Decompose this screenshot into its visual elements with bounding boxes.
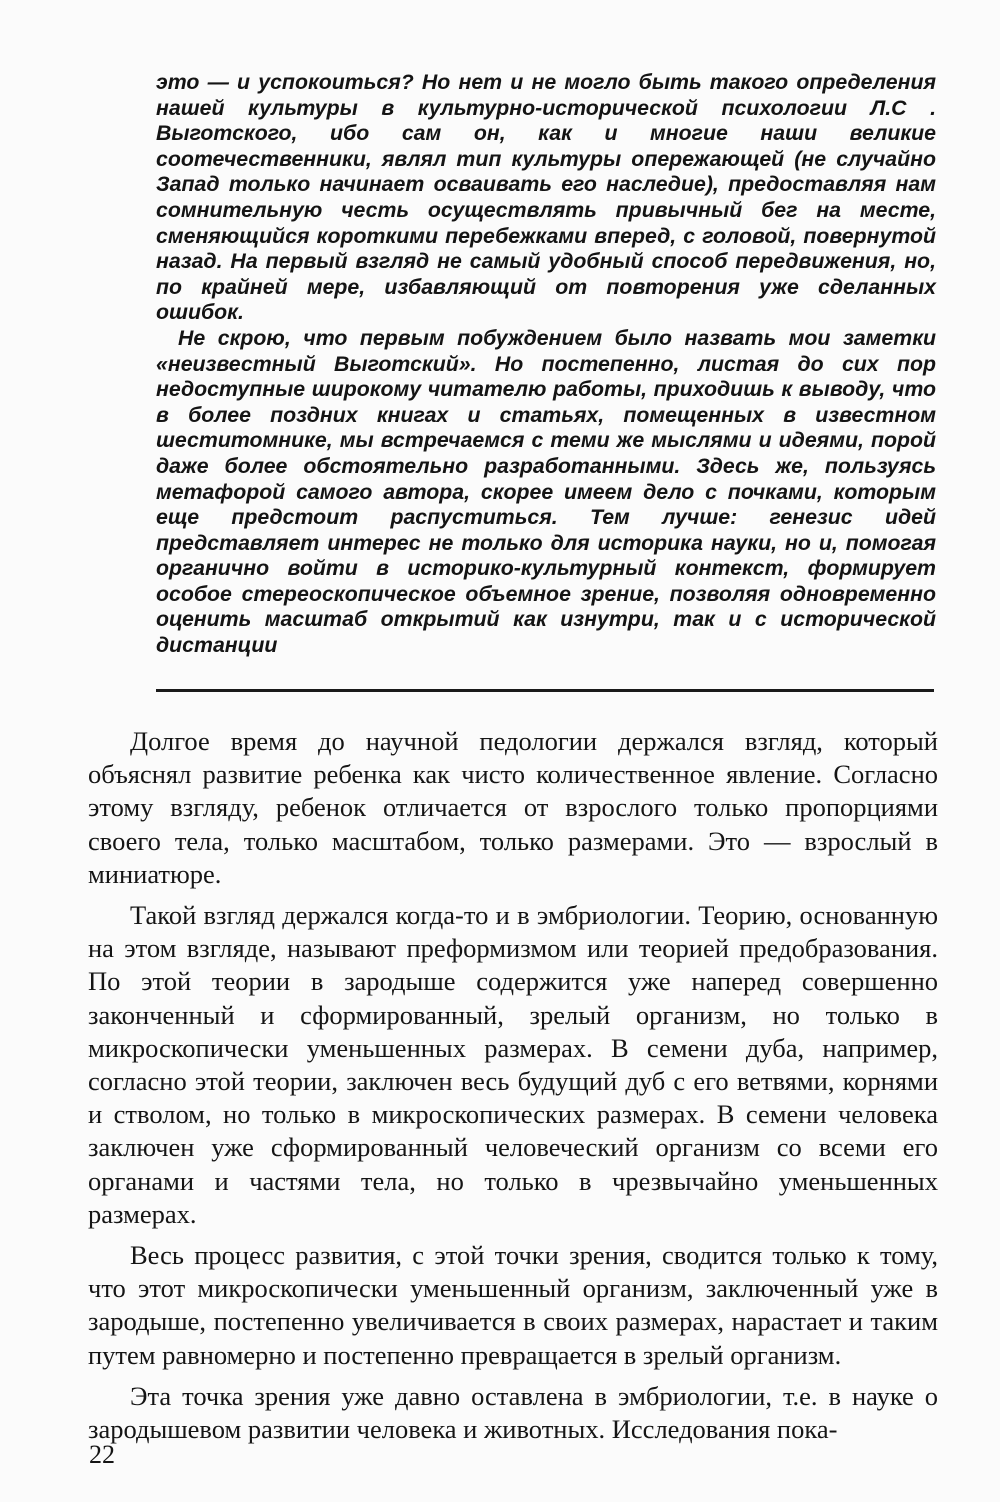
body-paragraph: Такой взгляд держался когда-то и в эмбриологии. Теорию, основанную на этом взгляде, называют преформизмом или теорией предобразования. По этой теории в зародыше содержится уже наперед совершенно законченный и сформированный, зрелый организм, но только в микроскопически уменьшенных размерах. В семени дуба, например, согласно этой теории, заключен весь будущий дуб с его ветвями, корнями и стволом, но только в микроскопических размерах. В семени человека заключен уже сформированный человеческий организм со всеми его органами и частями тела, но только в чрезвычайно уменьшенных размерах. [88,900,938,1229]
intro-paragraph: это — и успокоиться? Но нет и не могло быть такого определения нашей культуры в культурно-исторической психологии Л.С . Выготского, ибо сам он, как и многие наши великие соотечественники, являл тип культуры опережающей (не случайно Запад только начинает осваивать его наследие), предоставляя нам сомнительную честь осуществлять привычный бег на месте, сменяющийся короткими перебежками вперед, с головой, повернутой назад. На первый взгляд не самый удобный способ передвижения, но, по крайней мере, избавляющий от повторения уже сделанных ошибок. [156,70,936,325]
intro-paragraph: Не скрою, что первым побуждением было назвать мои заметки «неизвестный Выготский». Но постепенно, листая до сих пор недоступные широкому читателю работы, приходишь к выводу, что в более поздних книгах и статьях, помещенных в известном шеститомнике, мы встречаемся с теми же мыслями и идеями, порой даже более обстоятельно разработанными. Здесь же, пользуясь метафорой самого автора, скорее имеем дело с почками, которым еще предстоит распуститься. Тем лучше: генезис идей представляет интерес не только для историка науки, но и, помогая органично войти в историко-культурный контекст, формирует особое стереоскопическое объемное зрение, позволяя одновременно оценить масштаб открытий как изнутри, так и с исторической дистанции [156,325,936,658]
section-divider [156,689,934,692]
main-text [88,725,938,1454]
page-number: 22 [89,1440,115,1469]
intro-section [156,70,936,659]
body-paragraph: Эта точка зрения уже давно оставлена в эмбриологии, т.е. в науке о зародышевом развитии человека и животных. Исследования пока- [88,1380,938,1445]
body-paragraph: Весь процесс развития, с этой точки зрения, сводится только к тому, что этот микроскопически уменьшенный организм, заключенный уже в зародыше, постепенно увеличивается в своих размерах, нарастает и таким путем равномерно и постепенно превращается в зрелый организм. [88,1240,938,1370]
body-paragraph: Долгое время до научной педологии держался взгляд, который объяснял развитие ребенка как чисто количественное явление. Согласно этому взгляду, ребенок отличается от взрослого только пропорциями своего тела, только масштабом, только размерами. Это — взрослый в миниатюре. [88,726,938,889]
